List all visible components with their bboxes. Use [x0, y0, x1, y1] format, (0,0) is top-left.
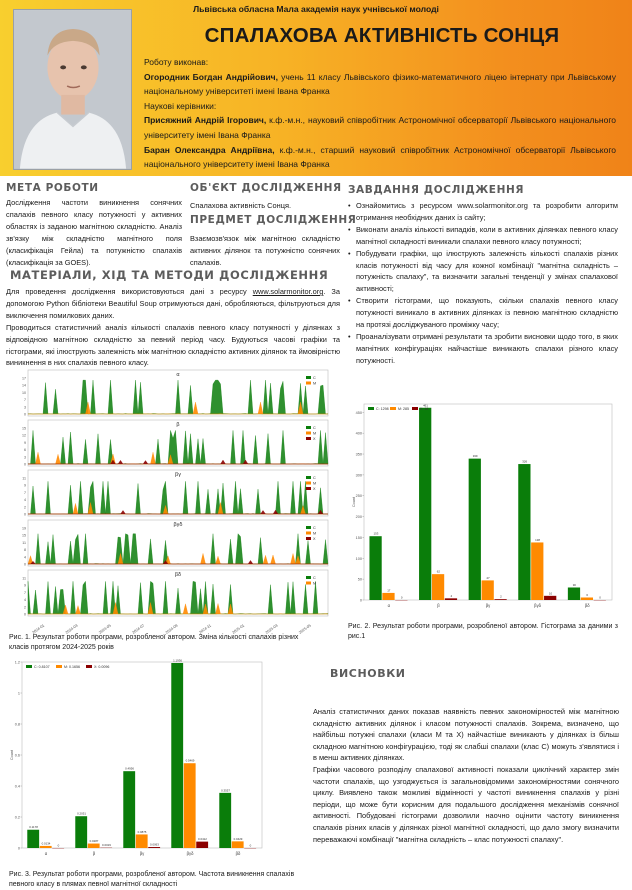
figure-1-caption: Рис. 1. Результат роботи програми, розробленої автором. Зміна кількості спалахів різних класів протягом 2024-2025 років [9, 634, 299, 651]
y-tick-label: 450 [355, 410, 362, 415]
bar-value-label: 6 [586, 592, 589, 597]
panel-y-tick: 7 [24, 398, 26, 403]
author-portrait-image [14, 10, 131, 169]
supervisors-label: Наукові керівники: [144, 100, 217, 111]
y-tick-label: 0.8 [14, 722, 20, 727]
bar-value-label: 62 [436, 569, 441, 574]
y-tick-label: 50 [357, 577, 362, 582]
subject-heading: ПРЕДМЕТ ДОСЛІДЖЕННЯ [190, 214, 357, 226]
bar-X [148, 847, 160, 848]
bar-value-label: 0.0412 [198, 837, 207, 842]
bar-M [482, 580, 494, 600]
legend-swatch-C [306, 576, 311, 579]
legend-swatch [412, 407, 418, 410]
bar-value-label: 0 [400, 595, 403, 600]
bar-value-label: 153 [373, 531, 379, 536]
bar-value-label: 17 [387, 588, 391, 593]
legend-swatch-C [306, 376, 311, 379]
bar-value-label: 0.4956 [125, 766, 134, 771]
authors-block [144, 55, 616, 172]
panel-y-tick: 19 [22, 526, 26, 531]
bar-value-label: 0.0063 [150, 842, 159, 847]
legend-swatch [390, 407, 396, 410]
bar-value-label: 30 [572, 582, 576, 587]
category-label: βδ [235, 851, 241, 856]
methods-p1-start: Для проведення дослідження використовуються дані з ресурсу [6, 287, 253, 296]
panel-title: βγ [175, 472, 181, 478]
bar-M [136, 834, 148, 848]
panel-y-tick: 9 [24, 483, 26, 488]
bar-C [75, 816, 87, 848]
object-heading: ОБ'ЄКТ ДОСЛІДЖЕННЯ [190, 182, 342, 194]
bar-X [494, 599, 506, 600]
panel-y-tick: 3 [24, 405, 26, 410]
methods-text [6, 286, 340, 369]
y-axis-label: Count [10, 749, 14, 761]
timeseries-chart [6, 370, 340, 635]
bar-M [40, 846, 52, 848]
legend-label: M [313, 481, 317, 486]
figure-1-timeseries [6, 370, 340, 635]
bar-value-label: 0.0429 [233, 836, 243, 841]
y-tick-label: 0.6 [14, 753, 20, 758]
legend-label: M [313, 581, 317, 586]
timeseries-panel [22, 570, 328, 617]
bar-value-label: 0.0019 [102, 843, 111, 848]
y-tick-label: 0 [359, 598, 362, 603]
task-item: • Побудувати графіки, що ілюструють залежність кількості спалахів різних класів потужності від часу для кожної комбінації "магнітна складність – потужність спалаху", та визначити загальні тенденції у змінах спалахової активності; [348, 248, 618, 296]
category-label: β [92, 851, 96, 856]
y-tick-label: 1 [17, 691, 20, 696]
bar-C [27, 830, 39, 848]
legend-swatch [86, 665, 92, 668]
bar-X [544, 596, 556, 600]
legend-swatch-C [306, 526, 311, 529]
goal-heading: МЕТА РОБОТИ [6, 182, 99, 194]
y-tick-label: 400 [355, 431, 362, 436]
timeseries-panel [22, 370, 328, 417]
y-tick-label: 350 [355, 452, 362, 457]
legend-swatch-C [306, 476, 311, 479]
frequency-chart [6, 652, 268, 866]
category-label: α [387, 603, 391, 608]
methods-heading: МАТЕРІАЛИ, ХІД ТА МЕТОДИ ДОСЛІДЖЕННЯ [10, 268, 329, 282]
task-item: • Виконати аналіз кількості випадків, коли в активних ділянках певного класу магнітної складності виникали спалахи певного класу потужності; [348, 224, 618, 248]
legend-label: C [313, 376, 316, 380]
x-tick-label: 2024-01 [31, 623, 46, 635]
panel-y-tick: 4 [24, 555, 26, 560]
x-tick-label: 2025-03 [264, 623, 279, 635]
timeseries-panel [22, 470, 328, 517]
legend-swatch-M [306, 582, 311, 585]
bar-value-label: 10 [548, 591, 553, 596]
category-label: βγδ [186, 851, 194, 856]
panel-y-tick: 0 [24, 412, 26, 417]
panel-y-tick: 9 [24, 583, 26, 588]
bar-M [432, 574, 444, 600]
panel-title: β [176, 422, 180, 428]
methods-p1-end: . За допомогою Python бібліотеки Beautiful Soup отримуються дані, обробляються, фільтруються для виключення помилкових даних. [6, 287, 341, 320]
panel-y-tick: 0 [24, 512, 26, 517]
legend-swatch-M [306, 382, 311, 385]
supervisor-2-info: к.ф.-м.н., старший науковий співробітник Астрономічної обсерваторії Львівського національного університету імені Івана Франка [144, 144, 616, 170]
legend-swatch-M [306, 482, 311, 485]
legend-label: C [313, 476, 316, 480]
figure-3-caption: Рис. 3. Результат роботи програми, розробленої автором. Частота виникнення спалахів певного класу в плямах певної магнітної складності [9, 871, 295, 888]
poster-header [0, 0, 632, 176]
x-tick-label: 2025-05 [298, 623, 312, 635]
legend-label: X: 18 [420, 407, 429, 411]
legend-swatch-X [306, 437, 311, 440]
x-tick-label: 2024-07 [131, 623, 146, 635]
panel-y-tick: 14 [22, 383, 26, 388]
bar-C [518, 464, 530, 600]
legend-label: X [313, 487, 316, 491]
bar-value-label: 0.5469 [185, 758, 195, 763]
panel-y-tick: 12 [22, 433, 26, 438]
task-item: • Проаналізувати отримані результати та зробити висновки щодо того, в яких магнітних конфігураціях найчастіше виникають спалахи різного класу потужності. [348, 331, 618, 367]
legend-swatch-M [306, 532, 311, 535]
bar-value-label: 0 [599, 595, 601, 600]
bar-M [531, 542, 543, 600]
supervisor-2-name: Баран Олександра Андріївна, [144, 144, 275, 155]
panel-y-tick: 6 [24, 448, 26, 453]
category-label: βγδ [534, 603, 542, 608]
x-tick-label: 2024-11 [198, 623, 212, 635]
panel-y-tick: 0 [24, 562, 26, 567]
panel-y-tick: 0 [24, 462, 26, 467]
panel-title: βγδ [173, 522, 183, 528]
legend-swatch [26, 665, 32, 668]
bar-value-label: 0.0134 [41, 841, 51, 846]
panel-y-tick: 7 [24, 590, 26, 595]
legend-swatch [368, 407, 374, 410]
legend-swatch-X [306, 537, 311, 540]
bar-value-label: 4 [450, 593, 453, 598]
panel-y-tick: 2 [24, 505, 26, 510]
legend-swatch-M [306, 432, 311, 435]
y-axis-label: Count [352, 496, 356, 508]
bar-X [445, 598, 457, 600]
bar-value-label: 0 [249, 843, 252, 848]
bar-value-label: 1.1936 [173, 658, 182, 663]
conclusions-heading: ВИСНОВКИ [330, 667, 406, 680]
category-label: β [437, 603, 440, 608]
bar-value-label: 0.2051 [77, 811, 86, 816]
bar-value-label: 0.0875 [137, 829, 147, 834]
panel-y-tick: 15 [22, 426, 26, 431]
panel-y-tick: 11 [22, 576, 26, 581]
author-entry [144, 70, 616, 99]
legend-label: C: 1298 [376, 407, 389, 411]
supervisor-1-info: к.ф.-м.н., науковий співробітник Астрономічної обсерваторії Львівського національного університету імені Івана Франка [144, 115, 616, 140]
bar-M [184, 763, 196, 848]
panel-title: βδ [174, 572, 182, 578]
y-tick-label: 150 [355, 535, 362, 540]
goal-text: Дослідження частоти виникнення сонячних спалахів певного класу потужності у активних областях із заданою магнітною складністю. Аналіз зв'язку між складністю магнітного поля (класифікація Гейла) та потужністю спалахів (класифікація за GOES). [6, 198, 182, 267]
y-tick-label: 0.2 [14, 815, 20, 820]
y-tick-label: 0 [17, 846, 20, 851]
methods-p2: Проводиться статистичний аналіз кількості спалахів певного класу потужності у ділянках з відповідною магнітною складністю за певний період часу. Будуються часові графіки та гістограми, які ілюструють залежність між магнітною складністю активних ділянок та ймовірністю виникнення в них спалахів певного класу. [6, 322, 340, 368]
panel-title: α [176, 372, 180, 378]
bar-C [568, 587, 580, 600]
category-label: βδ [584, 603, 590, 608]
bar-C [171, 663, 183, 848]
figure-2-caption: Рис. 2. Результат роботи програми, розробленої автором. Гістограма за даними з рис.1 [348, 623, 618, 640]
bar-value-label: 326 [522, 459, 528, 464]
category-label: βγ [485, 603, 491, 608]
x-tick-label: 2024-09 [164, 623, 179, 635]
bar-C [219, 793, 231, 848]
legend-swatch [56, 665, 62, 668]
tasks-list [348, 200, 618, 367]
x-tick-label: 2025-01 [231, 623, 246, 635]
bar-value-label: 0 [57, 843, 60, 848]
y-tick-label: 200 [355, 515, 362, 520]
panel-y-tick: 4 [24, 598, 26, 603]
bar-C [369, 536, 381, 600]
task-item: • Створити гістограми, що показують, скільки спалахів певного класу потужності виникало в активних ділянках із певною магнітною складністю на протязі досліджуваного проміжку часу; [348, 295, 618, 331]
legend-label: C: 0.8107 [34, 665, 50, 669]
supervisor-1 [144, 113, 616, 142]
panel-y-tick: 0 [24, 612, 26, 617]
x-tick-label: 2024-05 [98, 623, 112, 635]
bar-value-label: 138 [535, 537, 541, 542]
category-label: α [44, 851, 48, 856]
legend-label: M [313, 381, 317, 386]
bar-C [419, 408, 431, 600]
y-tick-label: 300 [355, 473, 362, 478]
panel-y-tick: 4 [24, 498, 26, 503]
bar-value-label: 0.1178 [29, 825, 38, 830]
bar-value-label: 0.0287 [89, 839, 99, 844]
panel-y-tick: 15 [22, 533, 26, 538]
legend-label: X [313, 437, 316, 441]
tasks-heading: ЗАВДАННЯ ДОСЛІДЖЕННЯ [348, 184, 525, 196]
y-tick-label: 250 [355, 494, 362, 499]
y-tick-label: 1.2 [14, 660, 20, 665]
figure-2-histogram [348, 394, 618, 618]
y-tick-label: 100 [355, 556, 362, 561]
solarmonitor-link[interactable]: www.solarmonitor.org [252, 287, 324, 296]
panel-y-tick: 3 [24, 455, 26, 460]
legend-label: X [313, 537, 316, 541]
academy-name: Львівська обласна Мала академія наук учнівської молоді [193, 4, 439, 14]
panel-y-tick: 10 [22, 390, 26, 395]
bar-value-label: 339 [472, 454, 478, 459]
task-item: • Ознайомитись з ресурсом www.solarmonitor.org та розробити алгоритм отримання необхідних даних із сайту; [348, 200, 618, 224]
supervisor-2 [144, 143, 616, 172]
bar-value-label: 461 [423, 403, 428, 408]
bar-C [469, 459, 481, 600]
author-name: Огородник Богдан Андрійович, [144, 71, 278, 82]
legend-label: M: 0.1656 [64, 665, 80, 669]
supervisor-1-name: Присяжний Андрій Ігорович, [144, 115, 267, 126]
legend-label: M: 285 [398, 407, 409, 411]
bar-value-label: 47 [486, 575, 490, 580]
work-done-label: Роботу виконав: [144, 57, 209, 67]
plot-frame [364, 404, 612, 600]
conclusions-p1: Аналіз статистичних даних показав наявність певних закономірностей між магнітною складністю активних ділянок і класом потужності спалахів. Зокрема, визначено, що найбільш потужні спалахи (класи M та X) найчастіше виникають у ділянках із більш складною магнітною конфігурацією, тоді як слабші спалахи (клас C) можуть з'являтися і в менш активних ділянках. [313, 707, 619, 763]
legend-label: C [313, 526, 316, 530]
y-tick-label: 0.4 [14, 784, 20, 789]
conclusions-p2: Графіки часового розподілу спалахової активності показали циклічний характер змін частоти спалахів, що узгоджується із загальновідомими закономірностями сонячного циклу. Виявлено також можливі відмінності у частоті виникнення спалахів у різні періоди, що може бути корисним для подальшого дослідження механізмів сонячної активності. Побудовані гістограми дозволили наочно оцінити частоту виникнення спалахів різних класів у ділянках різної магнітної складності, що дало змогу визначити переважаючі комбінації "магнітна складність – клас потужності спалаху". [313, 764, 619, 844]
panel-y-tick: 11 [22, 540, 26, 545]
author-photo [13, 9, 132, 170]
x-tick-label: 2024-03 [64, 623, 79, 635]
panel-y-tick: 11 [22, 476, 26, 481]
panel-y-tick: 17 [22, 376, 26, 381]
poster-title: СПАЛАХОВА АКТИВНІСТЬ СОНЦЯ [204, 24, 560, 47]
timeseries-panel [22, 420, 328, 467]
histogram-chart [348, 394, 618, 618]
panel-y-tick: 2 [24, 605, 26, 610]
legend-label: C [313, 426, 316, 430]
legend-label: M [313, 431, 317, 436]
panel-y-tick: 7 [24, 490, 26, 495]
legend-label: X: 0.0096 [94, 665, 110, 669]
bar-value-label: 2 [500, 594, 502, 599]
subject-text: Взаємозв'язок між магнітною складністю активних ділянок та потужністю сонячних спалахів. [190, 234, 340, 267]
author-info: учень 11 класу Львівського фізико-математичного ліцею інтернату при Львівському національному університеті імені Івана Франка [144, 71, 616, 97]
legend-swatch-X [306, 487, 311, 490]
bar-C [123, 771, 135, 848]
legend-label: C [313, 576, 316, 580]
bar-X [196, 842, 208, 848]
category-label: βγ [139, 851, 145, 856]
panel-y-tick: 8 [24, 548, 26, 553]
bar-value-label: 0.3557 [221, 788, 230, 793]
bar-M [88, 844, 100, 848]
legend-swatch-C [306, 426, 311, 429]
bar-M [382, 593, 394, 600]
bar-M [581, 597, 593, 600]
figure-3-frequency [6, 652, 268, 866]
conclusions-text [313, 706, 619, 845]
bar-M [232, 841, 244, 848]
timeseries-panel [22, 520, 328, 567]
panel-y-tick: 9 [24, 440, 26, 445]
legend-label: M [313, 531, 317, 536]
object-text: Спалахова активність Сонця. [190, 201, 291, 210]
